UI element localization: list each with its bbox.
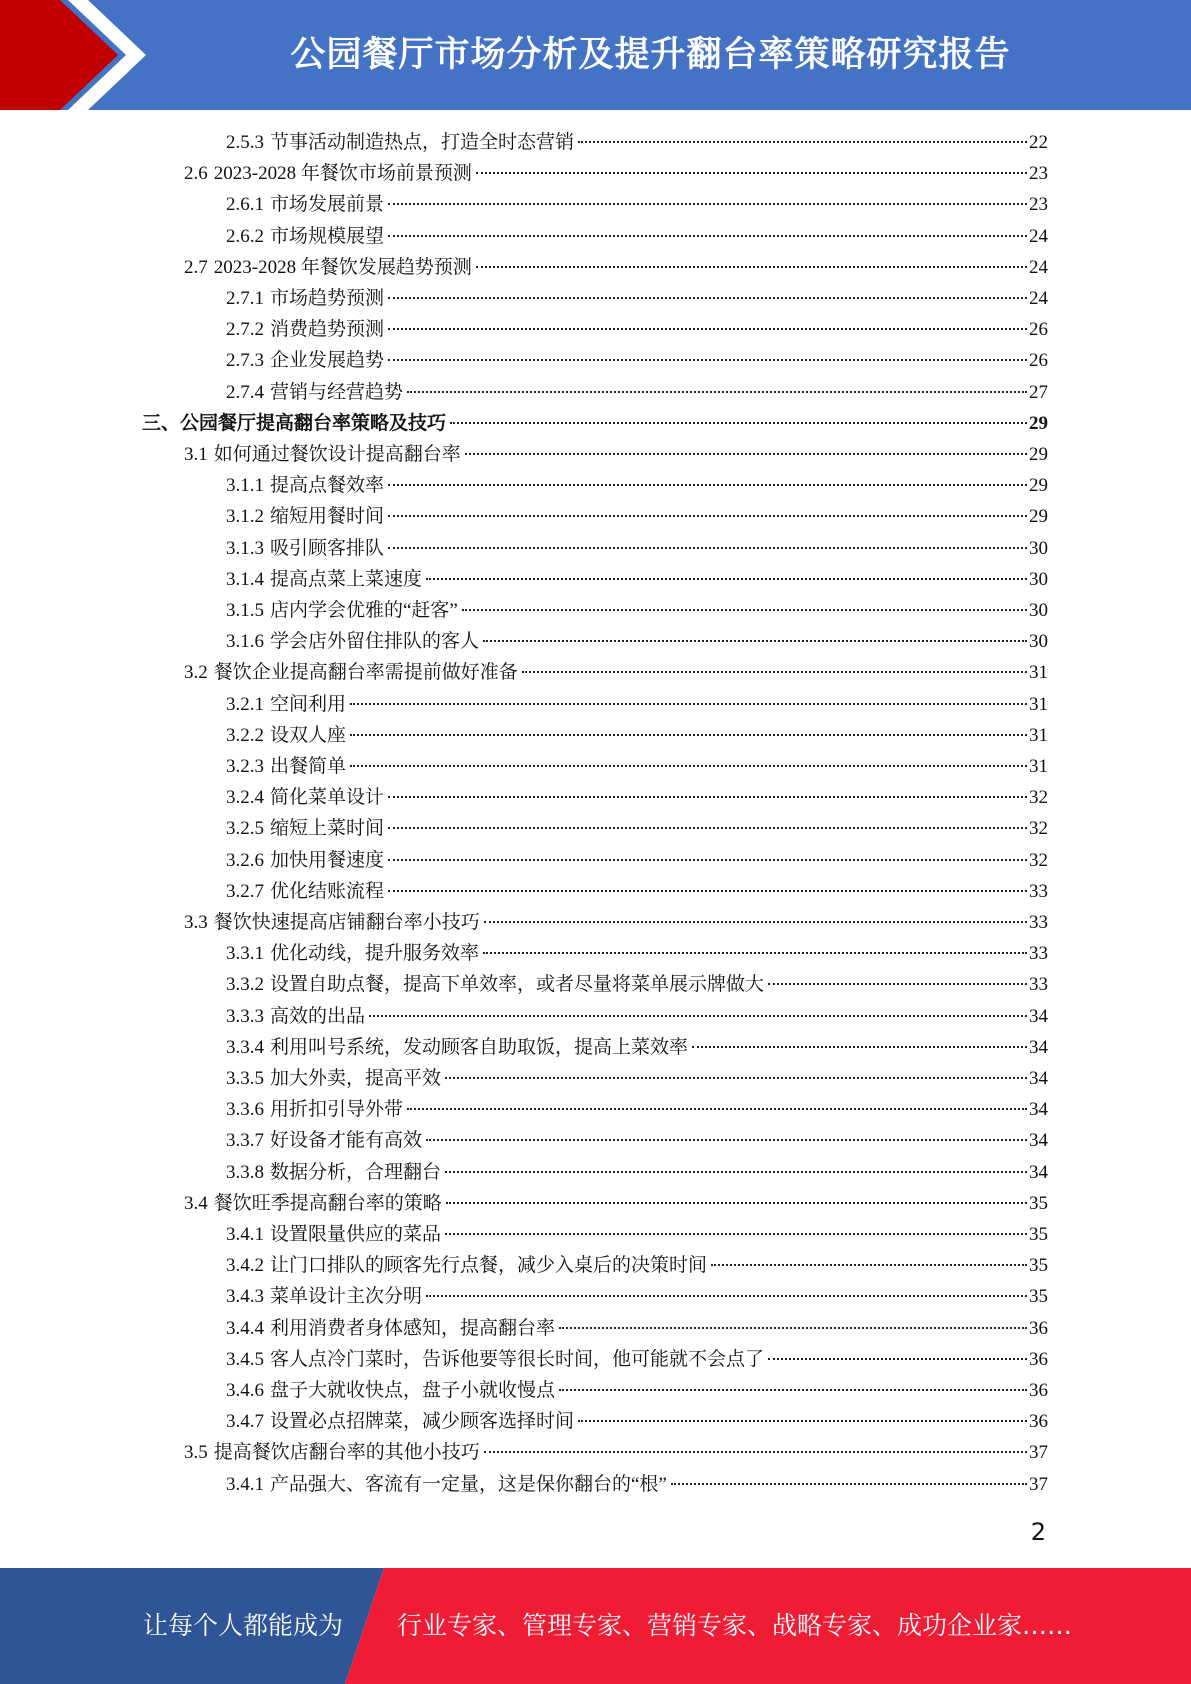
toc-dot-leader bbox=[388, 328, 1027, 330]
toc-dot-leader bbox=[388, 859, 1027, 861]
toc-dot-leader bbox=[484, 1451, 1027, 1453]
toc-entry-page: 37 bbox=[1029, 1473, 1048, 1495]
toc-entry-page: 31 bbox=[1029, 724, 1048, 746]
toc-entry[interactable] bbox=[142, 408, 1048, 439]
toc-entry-number: 2.6 bbox=[184, 163, 208, 185]
toc-entry-title: 利用消费者身体感知，提高翻台率 bbox=[270, 1317, 556, 1339]
toc-dot-leader bbox=[426, 578, 1027, 580]
toc-entry-number: 3.2.7 bbox=[226, 880, 264, 902]
toc-entry-number: 3.2.4 bbox=[226, 787, 264, 809]
toc-entry-number: 3.2 bbox=[184, 662, 208, 684]
toc-dot-leader bbox=[388, 297, 1027, 299]
toc-entry-number: 3.1.5 bbox=[226, 600, 264, 621]
toc-entry-title: 客人点冷门菜时，告诉他要等很长时间，他可能就不会点了 bbox=[270, 1348, 765, 1370]
toc-dot-leader bbox=[350, 703, 1027, 705]
toc-entry[interactable] bbox=[226, 1313, 1048, 1344]
toc-entry-title: 节事活动制造热点，打造全时态营销 bbox=[270, 132, 575, 153]
toc-entry-number: 3.4 bbox=[184, 1192, 208, 1214]
toc-entry-page: 22 bbox=[1029, 132, 1048, 153]
toc-entry[interactable] bbox=[226, 751, 1048, 782]
toc-entry-page: 33 bbox=[1029, 912, 1048, 933]
toc-entry-title: 盘子大就收快点，盘子小就收慢点 bbox=[270, 1380, 556, 1401]
toc-entry-number: 3.3 bbox=[184, 912, 208, 933]
toc-entry[interactable] bbox=[226, 1032, 1048, 1063]
toc-entry[interactable] bbox=[226, 1375, 1048, 1406]
toc-entry-title: 企业发展趋势 bbox=[270, 350, 385, 372]
toc-entry[interactable] bbox=[226, 689, 1048, 720]
toc-entry-number: 3.2.5 bbox=[226, 818, 264, 840]
toc-entry-page: 33 bbox=[1029, 880, 1048, 902]
toc-dot-leader bbox=[369, 1015, 1027, 1017]
toc-entry[interactable] bbox=[226, 345, 1048, 376]
toc-entry-title: 用折扣引导外带 bbox=[270, 1099, 404, 1121]
toc-dot-leader bbox=[407, 1108, 1027, 1110]
toc-dot-leader bbox=[483, 640, 1027, 642]
toc-dot-leader bbox=[388, 484, 1027, 486]
toc-entry-page: 29 bbox=[1029, 506, 1048, 528]
toc-entry-number: 3.2.2 bbox=[226, 724, 264, 746]
toc-entry-title: 数据分析，合理翻台 bbox=[270, 1161, 442, 1183]
toc-entry-page: 34 bbox=[1029, 1068, 1048, 1089]
toc-entry-page: 35 bbox=[1029, 1255, 1048, 1277]
toc-entry-title: 菜单设计主次分明 bbox=[270, 1286, 423, 1308]
toc-entry-page: 35 bbox=[1029, 1286, 1048, 1308]
toc-entry-number: 3.4.1 bbox=[226, 1224, 264, 1245]
toc-dot-leader bbox=[445, 1233, 1027, 1235]
toc-entry-page: 29 bbox=[1029, 444, 1048, 465]
toc-entry[interactable] bbox=[184, 1188, 1048, 1219]
toc-entry-page: 23 bbox=[1029, 163, 1048, 185]
toc-entry[interactable] bbox=[226, 377, 1048, 408]
toc-entry[interactable] bbox=[226, 314, 1048, 345]
toc-dot-leader bbox=[462, 609, 1027, 611]
toc-entry-title: 缩短用餐时间 bbox=[270, 506, 385, 528]
toc-entry[interactable] bbox=[226, 564, 1048, 595]
toc-entry-title: 提高点菜上菜速度 bbox=[270, 568, 423, 590]
toc-entry-title: 提高餐饮店翻台率的其他小技巧 bbox=[213, 1442, 480, 1464]
toc-dot-leader bbox=[559, 1389, 1027, 1391]
page-header bbox=[0, 0, 1191, 110]
toc-dot-leader bbox=[426, 1139, 1027, 1141]
toc-entry-page: 34 bbox=[1029, 1036, 1048, 1058]
toc-entry[interactable] bbox=[226, 845, 1048, 876]
toc-entry-number: 2.7 bbox=[184, 256, 208, 278]
toc-entry[interactable] bbox=[226, 470, 1048, 501]
toc-entry-number: 3.3.5 bbox=[226, 1068, 264, 1089]
toc-entry-number: 3.4.4 bbox=[226, 1317, 264, 1339]
toc-entry-title: 餐饮旺季提高翻台率的策略 bbox=[213, 1192, 442, 1214]
toc-dot-leader bbox=[388, 235, 1027, 237]
toc-entry[interactable] bbox=[226, 595, 1048, 626]
toc-entry-page: 35 bbox=[1029, 1224, 1048, 1245]
toc-entry[interactable] bbox=[226, 813, 1048, 844]
toc-entry-title: 加快用餐速度 bbox=[270, 849, 385, 871]
toc-entry-number: 3.4.5 bbox=[226, 1348, 264, 1370]
toc-entry-number: 3.3.3 bbox=[226, 1005, 264, 1027]
toc-entry-page: 34 bbox=[1029, 1130, 1048, 1152]
toc-dot-leader bbox=[559, 1327, 1027, 1329]
toc-entry-page: 33 bbox=[1029, 943, 1048, 965]
toc-entry-page: 27 bbox=[1029, 381, 1048, 403]
toc-entry-number: 2.7.1 bbox=[226, 288, 264, 309]
toc-dot-leader bbox=[692, 1046, 1027, 1048]
toc-entry[interactable] bbox=[226, 720, 1048, 751]
toc-entry-title: 加大外卖，提高平效 bbox=[270, 1068, 442, 1089]
toc-entry[interactable] bbox=[226, 1063, 1048, 1094]
toc-entry-page: 26 bbox=[1029, 319, 1048, 341]
toc-entry-page: 24 bbox=[1029, 225, 1048, 247]
toc-dot-leader bbox=[388, 515, 1027, 517]
toc-entry-title: 市场趋势预测 bbox=[270, 288, 385, 309]
toc-entry-number: 3.1.4 bbox=[226, 568, 264, 590]
toc-entry-title: 设双人座 bbox=[270, 724, 347, 746]
toc-entry-number: 3.5 bbox=[184, 1442, 208, 1464]
toc-entry-page: 32 bbox=[1029, 818, 1048, 840]
footer-slogan-right: 行业专家、管理专家、营销专家、战略专家、成功企业家…… bbox=[397, 1611, 1073, 1640]
toc-entry-page: 29 bbox=[1029, 475, 1048, 497]
toc-entry-number: 2.7.3 bbox=[226, 350, 264, 372]
toc-entry-page: 30 bbox=[1029, 568, 1048, 590]
toc-entry[interactable] bbox=[226, 782, 1048, 813]
toc-entry[interactable] bbox=[226, 189, 1048, 220]
toc-entry-title: 高效的出品 bbox=[270, 1005, 366, 1027]
toc-entry-number: 3.1.6 bbox=[226, 631, 264, 653]
toc-entry-title: 提高点餐效率 bbox=[270, 475, 385, 497]
toc-entry[interactable] bbox=[226, 1219, 1048, 1250]
toc-entry-number: 3.1 bbox=[184, 444, 208, 465]
toc-entry-title: 产品强大、客流有一定量，这是保你翻台的“根” bbox=[270, 1473, 667, 1495]
toc-entry-title: 优化动线，提升服务效率 bbox=[270, 943, 480, 965]
toc-entry-number: 3.4.2 bbox=[226, 1255, 264, 1277]
toc-entry[interactable] bbox=[226, 1125, 1048, 1156]
toc-dot-leader bbox=[388, 796, 1027, 798]
toc-dot-leader bbox=[445, 1171, 1027, 1173]
toc-dot-leader bbox=[350, 765, 1027, 767]
toc-entry-page: 31 bbox=[1029, 662, 1048, 684]
toc-entry-page: 36 bbox=[1029, 1348, 1048, 1370]
toc-entry[interactable] bbox=[226, 501, 1048, 532]
toc-entry-page: 36 bbox=[1029, 1411, 1048, 1433]
toc-entry-number: 3.1.3 bbox=[226, 537, 264, 559]
toc-entry-number: 3.3.1 bbox=[226, 943, 264, 965]
toc-entry-page: 30 bbox=[1029, 600, 1048, 621]
toc-entry-page: 24 bbox=[1029, 288, 1048, 309]
toc-entry-title: 如何通过餐饮设计提高翻台率 bbox=[213, 444, 461, 465]
toc-dot-leader bbox=[446, 1202, 1027, 1204]
toc-entry-title: 缩短上菜时间 bbox=[270, 818, 385, 840]
toc-entry-number: 3.4.6 bbox=[226, 1380, 264, 1401]
toc-entry[interactable] bbox=[226, 626, 1048, 657]
toc-dot-leader bbox=[484, 921, 1027, 923]
toc-entry-page: 34 bbox=[1029, 1005, 1048, 1027]
toc-dot-leader bbox=[445, 1077, 1027, 1079]
page-number: 2 bbox=[1030, 1518, 1046, 1546]
toc-entry[interactable] bbox=[226, 1344, 1048, 1375]
toc-entry-page: 23 bbox=[1029, 194, 1048, 216]
toc-entry-title: 好设备才能有高效 bbox=[270, 1130, 423, 1152]
toc-entry-number: 3.2.3 bbox=[226, 756, 264, 777]
toc-entry[interactable] bbox=[184, 252, 1048, 283]
toc-dot-leader bbox=[522, 671, 1027, 673]
toc-dot-leader bbox=[476, 266, 1027, 268]
toc-entry[interactable] bbox=[184, 439, 1048, 470]
toc-entry-title: 空间利用 bbox=[270, 693, 347, 715]
toc-entry-number: 3.1.2 bbox=[226, 506, 264, 528]
toc-entry-number: 3.2.1 bbox=[226, 693, 264, 715]
toc-entry-number: 3.3.2 bbox=[226, 974, 264, 996]
toc-entry-title: 优化结账流程 bbox=[270, 880, 385, 902]
toc-entry-page: 34 bbox=[1029, 1099, 1048, 1121]
toc-entry[interactable] bbox=[226, 127, 1048, 158]
toc-entry[interactable] bbox=[184, 158, 1048, 189]
toc-entry-title: 三、公园餐厅提高翻台率策略及技巧 bbox=[142, 412, 447, 434]
toc-entry-title: 2023-2028 年餐饮发展趋势预测 bbox=[213, 256, 472, 278]
page-footer bbox=[0, 1568, 1191, 1684]
toc-dot-leader bbox=[388, 890, 1027, 892]
toc-entry-number: 3.1.1 bbox=[226, 475, 264, 497]
toc-entry[interactable] bbox=[226, 1250, 1048, 1281]
toc-entry-page: 36 bbox=[1029, 1317, 1048, 1339]
toc-entry-page: 31 bbox=[1029, 756, 1048, 777]
toc-dot-leader bbox=[578, 1420, 1027, 1422]
toc-entry[interactable] bbox=[226, 1281, 1048, 1312]
toc-entry-number: 3.4.7 bbox=[226, 1411, 264, 1433]
toc-entry-number: 3.2.6 bbox=[226, 849, 264, 871]
toc-dot-leader bbox=[671, 1483, 1027, 1485]
toc-entry-title: 营销与经营趋势 bbox=[270, 381, 404, 403]
toc-entry[interactable] bbox=[226, 969, 1048, 1000]
toc-entry[interactable] bbox=[184, 657, 1048, 688]
toc-entry-title: 餐饮快速提高店铺翻台率小技巧 bbox=[213, 912, 480, 933]
toc-entry-title: 简化菜单设计 bbox=[270, 787, 385, 809]
toc-entry-title: 设置限量供应的菜品 bbox=[270, 1224, 442, 1245]
toc-dot-leader bbox=[768, 983, 1027, 985]
toc-entry-number: 3.4.3 bbox=[226, 1286, 264, 1308]
toc-entry-page: 29 bbox=[1029, 412, 1048, 434]
toc-entry[interactable] bbox=[226, 1157, 1048, 1188]
toc-dot-leader bbox=[465, 453, 1027, 455]
toc-entry[interactable] bbox=[184, 907, 1048, 938]
toc-entry-number: 3.3.6 bbox=[226, 1099, 264, 1121]
toc-entry-page: 30 bbox=[1029, 537, 1048, 559]
toc-entry-page: 24 bbox=[1029, 256, 1048, 278]
toc-entry-title: 消费趋势预测 bbox=[270, 319, 385, 341]
toc-entry-page: 26 bbox=[1029, 350, 1048, 372]
toc-dot-leader bbox=[483, 952, 1027, 954]
toc-entry-title: 设置必点招牌菜，减少顾客选择时间 bbox=[270, 1411, 575, 1433]
toc-entry[interactable] bbox=[184, 1437, 1048, 1468]
toc-entry-page: 32 bbox=[1029, 849, 1048, 871]
toc-dot-leader bbox=[407, 391, 1027, 393]
toc-entry-title: 出餐简单 bbox=[270, 756, 347, 777]
toc-entry-number: 2.7.2 bbox=[226, 319, 264, 341]
toc-entry-title: 餐饮企业提高翻台率需提前做好准备 bbox=[213, 662, 518, 684]
toc-entry-title: 2023-2028 年餐饮市场前景预测 bbox=[213, 163, 472, 185]
report-title: 公园餐厅市场分析及提升翻台率策略研究报告 bbox=[290, 35, 1011, 75]
toc-dot-leader bbox=[388, 827, 1027, 829]
toc-dot-leader bbox=[768, 1358, 1027, 1360]
toc-entry[interactable] bbox=[226, 1001, 1048, 1032]
toc-entry-number: 3.3.7 bbox=[226, 1130, 264, 1152]
toc-entry-number: 2.7.4 bbox=[226, 381, 264, 403]
toc-entry-page: 33 bbox=[1029, 974, 1048, 996]
toc-entry[interactable] bbox=[226, 876, 1048, 907]
toc-entry-title: 店内学会优雅的“赶客” bbox=[270, 600, 458, 621]
toc-entry[interactable] bbox=[226, 221, 1048, 252]
toc-entry-page: 30 bbox=[1029, 631, 1048, 653]
toc-entry-number: 3.3.8 bbox=[226, 1161, 264, 1183]
toc-entry-title: 利用叫号系统，发动顾客自助取饭，提高上菜效率 bbox=[270, 1036, 689, 1058]
toc-entry-number: 3.4.1 bbox=[226, 1473, 264, 1495]
toc-dot-leader bbox=[388, 359, 1027, 361]
toc-entry[interactable] bbox=[226, 1094, 1048, 1125]
toc-entry-page: 35 bbox=[1029, 1192, 1048, 1214]
toc-entry-title: 吸引顾客排队 bbox=[270, 537, 385, 559]
toc-dot-leader bbox=[450, 422, 1027, 424]
red-chevron-icon bbox=[0, 0, 160, 110]
toc-entry[interactable] bbox=[226, 533, 1048, 564]
toc-dot-leader bbox=[388, 547, 1027, 549]
toc-dot-leader bbox=[388, 203, 1027, 205]
toc-entry-number: 3.3.4 bbox=[226, 1036, 264, 1058]
toc-entry-number: 2.5.3 bbox=[226, 132, 264, 153]
toc-entry[interactable] bbox=[226, 1469, 1048, 1500]
toc-entry-title: 让门口排队的顾客先行点餐，减少入桌后的决策时间 bbox=[270, 1255, 708, 1277]
footer-slogan-left: 让每个人都能成为 bbox=[143, 1611, 344, 1640]
toc-entry-page: 37 bbox=[1029, 1442, 1048, 1464]
toc-entry-title: 学会店外留住排队的客人 bbox=[270, 631, 480, 653]
toc-entry[interactable] bbox=[226, 1406, 1048, 1437]
toc-dot-leader bbox=[426, 1295, 1027, 1297]
toc-entry-page: 32 bbox=[1029, 787, 1048, 809]
toc-dot-leader bbox=[578, 141, 1027, 143]
toc-dot-leader bbox=[350, 734, 1027, 736]
toc-dot-leader bbox=[711, 1264, 1027, 1266]
toc-entry-title: 市场规模展望 bbox=[270, 225, 385, 247]
toc-entry-title: 市场发展前景 bbox=[270, 194, 385, 216]
toc-dot-leader bbox=[476, 172, 1027, 174]
toc-entry-number: 2.6.1 bbox=[226, 194, 264, 216]
toc-entry-page: 36 bbox=[1029, 1380, 1048, 1401]
toc-entry-number: 2.6.2 bbox=[226, 225, 264, 247]
toc-entry[interactable] bbox=[226, 938, 1048, 969]
toc-entry-page: 34 bbox=[1029, 1161, 1048, 1183]
toc-entry-title: 设置自助点餐，提高下单效率，或者尽量将菜单展示牌做大 bbox=[270, 974, 765, 996]
toc-entry[interactable] bbox=[226, 283, 1048, 314]
toc-entry-page: 31 bbox=[1029, 693, 1048, 715]
